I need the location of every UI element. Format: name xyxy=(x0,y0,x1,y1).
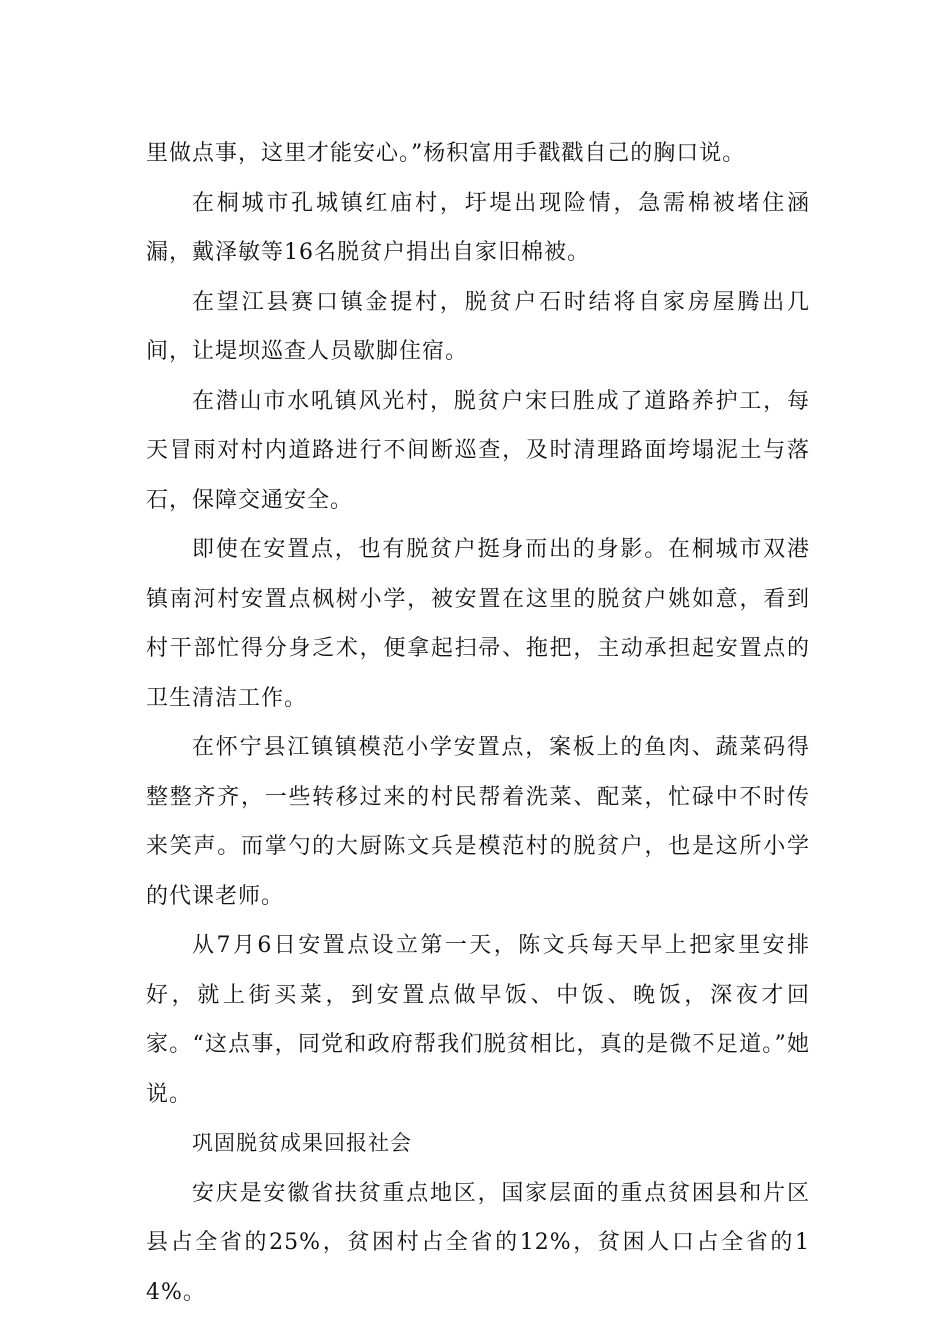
paragraph-resettlement-fengshu: 即使在安置点，也有脱贫户挺身而出的身影。在桐城市双港镇南河村安置点枫树小学，被安置在这里的脱贫户姚如意，看到村干部忙得分身乏术，便拿起扫帚、拖把，主动承担起安置点的卫生清洁工作。 xyxy=(146,537,810,711)
section-heading: 巩固脱贫成果回报社会 xyxy=(192,1131,412,1155)
paragraph-tongcheng-hongmiao: 在桐城市孔城镇红庙村，圩堤出现险情，急需棉被堵住涵漏，戴泽敏等16名脱贫户捐出自家旧棉被。 xyxy=(146,190,810,265)
paragraph-chen-wenbing: 从7月6日安置点设立第一天，陈文兵每天早上把家里安排好，就上街买菜，到安置点做早饭、中饭、晚饭，深夜才回家。“这点事，同党和政府帮我们脱贫相比，真的是微不足道。”她说。 xyxy=(146,933,810,1107)
paragraph-wangjiang-jinti: 在望江县赛口镇金提村，脱贫户石时结将自家房屋腾出几间，让堤坝巡查人员歇脚住宿。 xyxy=(146,289,810,364)
paragraph-continuation: 里做点事，这里才能安心。”杨积富用手戳戳自己的胸口说。 xyxy=(146,141,746,166)
paragraph-qianshan-fengguang: 在潜山市水吼镇风光村，脱贫户宋曰胜成了道路养护工，每天冒雨对村内道路进行不间断巡查，及时清理路面垮塌泥土与落石，保障交通安全。 xyxy=(146,388,810,513)
paragraph-huaining-mofan: 在怀宁县江镇镇模范小学安置点，案板上的鱼肉、蔬菜码得整整齐齐，一些转移过来的村民帮着洗菜、配菜，忙碌中不时传来笑声。而掌勺的大厨陈文兵是模范村的脱贫户，也是这所小学的代课老师。 xyxy=(146,735,810,909)
document-body xyxy=(146,129,810,1317)
paragraph-anqing-statistics: 安庆是安徽省扶贫重点地区，国家层面的重点贫困县和片区县占全省的25%，贫困村占全省的12%，贫困人口占全省的14%。 xyxy=(146,1180,810,1305)
